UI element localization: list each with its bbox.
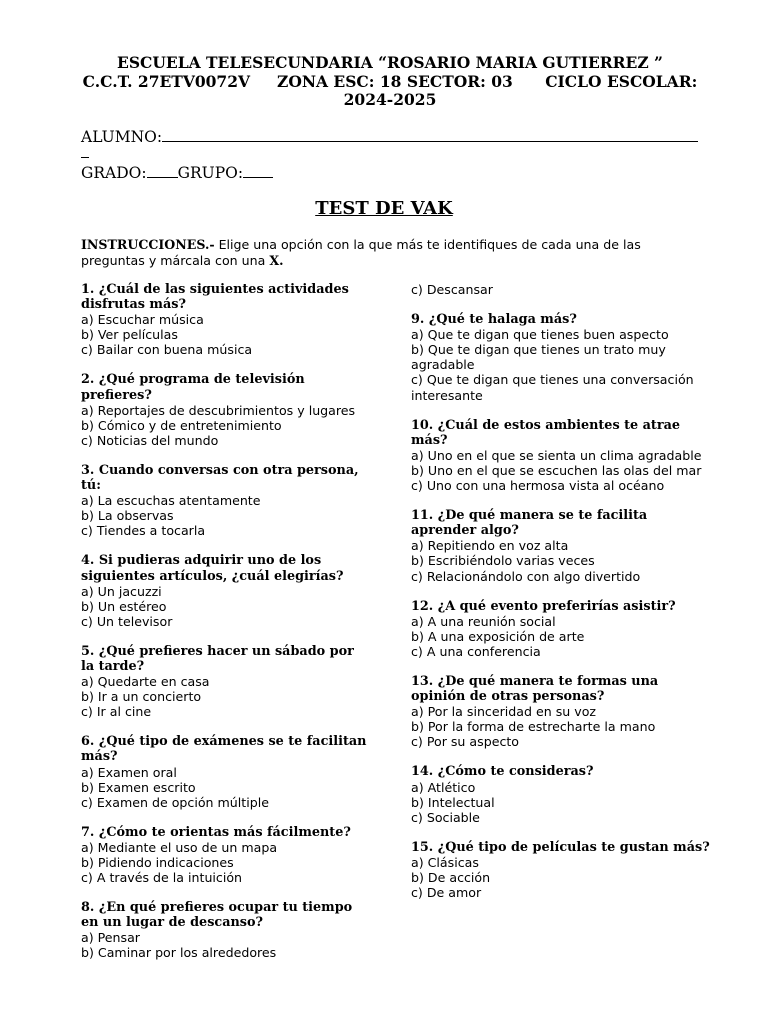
question-text: 13. ¿De qué manera te formas una opinión de otras personas? <box>411 673 659 705</box>
answer-option[interactable]: b) A una exposición de arte <box>411 628 585 644</box>
question-item <box>81 463 371 538</box>
answer-option[interactable]: b) Que te digan que tienes un trato muy agradable <box>411 342 666 373</box>
cct-code: C.C.T. 27ETV0072V <box>82 71 251 91</box>
answer-option[interactable]: c) Tiendes a tocarla <box>81 523 206 539</box>
alumno-input-line[interactable] <box>162 127 698 142</box>
ciclo-escolar-label: CICLO ESCOLAR: <box>545 71 698 91</box>
question-text: 4. Si pudieras adquirir uno de los siguientes artículos, ¿cuál elegirías? <box>81 553 344 584</box>
questions-right-list <box>411 312 711 900</box>
answer-option[interactable]: b) Caminar por los alrededores <box>81 945 277 961</box>
questions-left-column <box>81 282 371 976</box>
answer-option[interactable]: c) Que te digan que tienes una conversación interesante <box>411 372 694 403</box>
question-text: 1. ¿Cuál de las siguientes actividades disfrutas más? <box>81 282 349 313</box>
answer-option[interactable]: c) Bailar con buena música <box>81 342 253 358</box>
answer-option[interactable]: a) Uno en el que se sienta un clima agradable <box>411 447 702 463</box>
grupo-input-line[interactable] <box>243 163 273 178</box>
question-item <box>81 734 371 809</box>
answer-option[interactable]: b) Examen escrito <box>81 779 196 795</box>
answer-option[interactable]: a) La escuchas atentamente <box>81 493 261 509</box>
question-8-continuation: c) Descansar <box>411 282 493 297</box>
question-item <box>411 599 711 659</box>
answer-option[interactable]: a) Quedarte en casa <box>81 674 210 690</box>
answer-option[interactable]: a) Examen oral <box>81 764 177 780</box>
answer-option[interactable]: a) Clásicas <box>411 854 479 870</box>
answer-option[interactable]: c) Uno con una hermosa vista al océano <box>411 478 665 494</box>
instructions-mark: X. <box>269 252 284 268</box>
question-text: 11. ¿De qué manera se te facilita aprender algo? <box>411 508 648 539</box>
answer-option[interactable]: c) Por su aspecto <box>411 734 520 750</box>
question-item <box>411 312 711 403</box>
answer-option[interactable]: b) Pidiendo indicaciones <box>81 855 234 870</box>
alumno-field <box>81 127 698 146</box>
question-item <box>81 825 371 885</box>
school-header <box>60 54 720 110</box>
question-item <box>81 900 371 960</box>
answer-option[interactable]: a) Pensar <box>81 930 140 946</box>
answer-option[interactable]: a) Un jacuzzi <box>81 583 162 599</box>
school-year: 2024-2025 <box>343 90 437 109</box>
question-text: 9. ¿Qué te halaga más? <box>411 312 577 328</box>
question-text: 7. ¿Cómo te orientas más fácilmente? <box>81 824 351 840</box>
answer-option[interactable]: a) Escuchar música <box>81 312 204 328</box>
answer-option[interactable]: c) Noticias del mundo <box>81 432 219 448</box>
answer-option[interactable]: a) Que te digan que tienes buen aspecto <box>411 327 669 343</box>
question-text: 5. ¿Qué prefieres hacer un sábado por la tarde? <box>81 643 354 674</box>
answer-option[interactable]: b) Cómico y de entretenimiento <box>81 417 282 433</box>
answer-option[interactable]: c) A través de la intuición <box>81 870 243 886</box>
answer-option[interactable]: a) Atlético <box>411 779 476 795</box>
question-text: 6. ¿Qué tipo de exámenes se te facilitan más? <box>81 734 367 765</box>
answer-option[interactable]: b) Por la forma de estrecharte la mano <box>411 719 656 735</box>
instructions-text: Elige una opción con la que más te identifiques de cada una de las preguntas y márcala con una <box>81 237 641 268</box>
grado-label: GRADO: <box>81 164 147 182</box>
question-text: 12. ¿A qué evento preferirías asistir? <box>411 598 676 614</box>
answer-option[interactable]: a) Repitiendo en voz alta <box>411 538 569 554</box>
question-text: 3. Cuando conversas con otra persona, tú: <box>81 462 359 494</box>
answer-option[interactable]: a) Reportajes de descubrimientos y lugares <box>81 402 356 418</box>
instructions <box>81 237 701 268</box>
answer-option[interactable]: b) De acción <box>411 870 491 885</box>
answer-option[interactable]: a) A una reunión social <box>411 613 556 629</box>
answer-option[interactable]: c) Sociable <box>411 809 480 825</box>
answer-option[interactable]: c) A una conferencia <box>411 643 541 659</box>
answer-option[interactable]: c) Examen de opción múltiple <box>81 794 269 810</box>
answer-option[interactable]: b) Intelectual <box>411 794 495 810</box>
answer-option[interactable]: b) La observas <box>81 508 174 524</box>
answer-option[interactable]: b) Ir a un concierto <box>81 689 202 705</box>
school-name: ESCUELA TELESECUNDARIA “ROSARIO MARIA GUTIERREZ ” <box>117 53 663 72</box>
question-item <box>81 282 371 357</box>
answer-option[interactable]: c) Ir al cine <box>81 704 152 720</box>
question-item <box>411 508 711 583</box>
answer-option[interactable]: c) De amor <box>411 885 482 901</box>
question-text: 2. ¿Qué programa de televisión prefieres? <box>81 372 305 403</box>
question-text: 15. ¿Qué tipo de películas te gustan más? <box>411 839 710 855</box>
instructions-label: INSTRUCCIONES.- <box>81 237 215 252</box>
answer-option[interactable]: b) Escribiéndolo varias veces <box>411 553 595 569</box>
answer-option[interactable]: a) Por la sinceridad en su voz <box>411 704 597 720</box>
question-item <box>411 674 711 749</box>
answer-option[interactable]: c) Relacionándolo con algo divertido <box>411 568 641 584</box>
answer-option[interactable]: c) Un televisor <box>81 613 173 629</box>
answer-option[interactable]: b) Uno en el que se escuchen las olas del mar <box>411 462 702 478</box>
grado-input-line[interactable] <box>147 163 178 178</box>
question-item <box>411 840 711 900</box>
questions-right-column <box>411 282 711 915</box>
sector: SECTOR: 03 <box>406 71 513 91</box>
page-title: TEST DE VAK <box>315 198 453 219</box>
question-text: 14. ¿Cómo te consideras? <box>411 764 594 780</box>
stray-underline <box>81 157 89 158</box>
grado-grupo-field <box>81 163 273 182</box>
question-item <box>411 418 711 493</box>
alumno-label: ALUMNO: <box>81 128 163 146</box>
question-item <box>81 644 371 719</box>
question-item <box>411 764 711 824</box>
question-text: 8. ¿En qué prefieres ocupar tu tiempo en un lugar de descanso? <box>81 900 353 931</box>
question-text: 10. ¿Cuál de estos ambientes te atrae más? <box>411 417 680 448</box>
zona-escolar: ZONA ESC: 18 <box>277 71 402 91</box>
answer-option[interactable]: a) Mediante el uso de un mapa <box>81 839 278 855</box>
school-info-row <box>60 73 720 92</box>
question-item <box>81 372 371 447</box>
answer-option[interactable]: b) Un estéreo <box>81 598 167 614</box>
answer-option[interactable]: b) Ver películas <box>81 327 178 343</box>
question-item <box>81 553 371 628</box>
grupo-label: GRUPO: <box>177 164 244 182</box>
